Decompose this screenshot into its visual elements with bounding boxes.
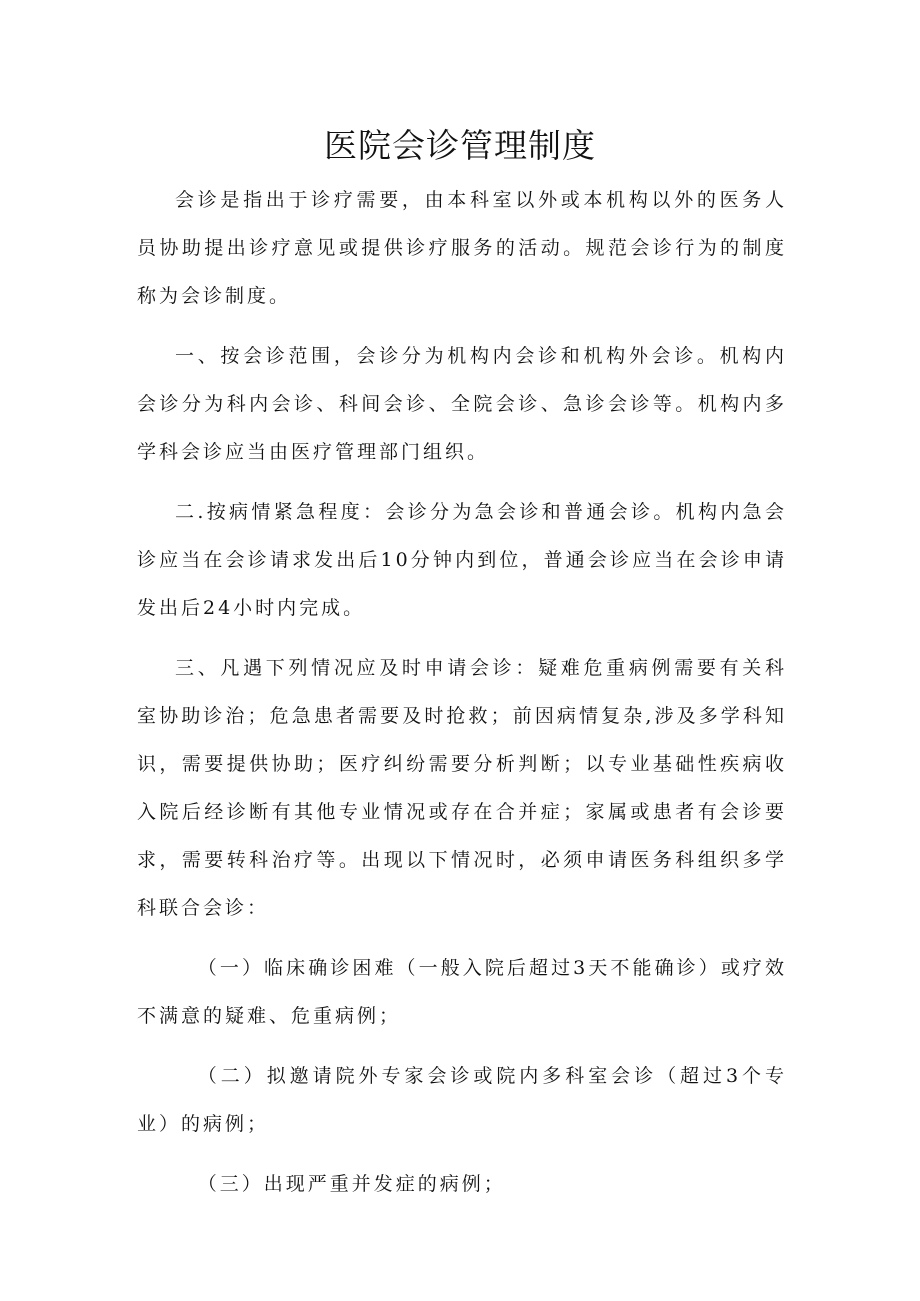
paragraph-conditions: 三、凡遇下列情况应及时申请会诊：疑难危重病例需要有关科室协助诊治；危急患者需要及时抢救；前因病情复杂,涉及多学科知识，需要提供协助；医疗纠纷需要分析判断；以专业基础性疾病收入院后经诊断有其他专业情况或存在合并症；家属或患者有会诊要求，需要转科治疗等。出现以下情况时，必须申请医务科组织多学科联合会诊： <box>137 657 787 919</box>
paragraph-scope: 一、按会诊范围，会诊分为机构内会诊和机构外会诊。机构内会诊分为科内会诊、科间会诊、全院会诊、急诊会诊等。机构内多学科会诊应当由医疗管理部门组织。 <box>137 345 787 463</box>
list-item: （一）临床确诊困难（一般入院后超过3天不能确诊）或疗效不满意的疑难、危重病例； <box>137 957 787 1027</box>
paragraph-definition: 会诊是指出于诊疗需要，由本科室以外或本机构以外的医务人员协助提出诊疗意见或提供诊疗服务的活动。规范会诊行为的制度称为会诊制度。 <box>137 189 787 307</box>
list-item: （二）拟邀请院外专家会诊或院内多科室会诊（超过3个专业）的病例； <box>137 1065 787 1135</box>
list-item: （三）出现严重并发症的病例； <box>197 1173 506 1195</box>
paragraph-urgency: 二.按病情紧急程度：会诊分为急会诊和普通会诊。机构内急会诊应当在会诊请求发出后10分钟内到位，普通会诊应当在会诊申请发出后24小时内完成。 <box>137 501 787 619</box>
document-body <box>137 176 787 1220</box>
document-title: 医院会诊管理制度 <box>324 126 596 165</box>
